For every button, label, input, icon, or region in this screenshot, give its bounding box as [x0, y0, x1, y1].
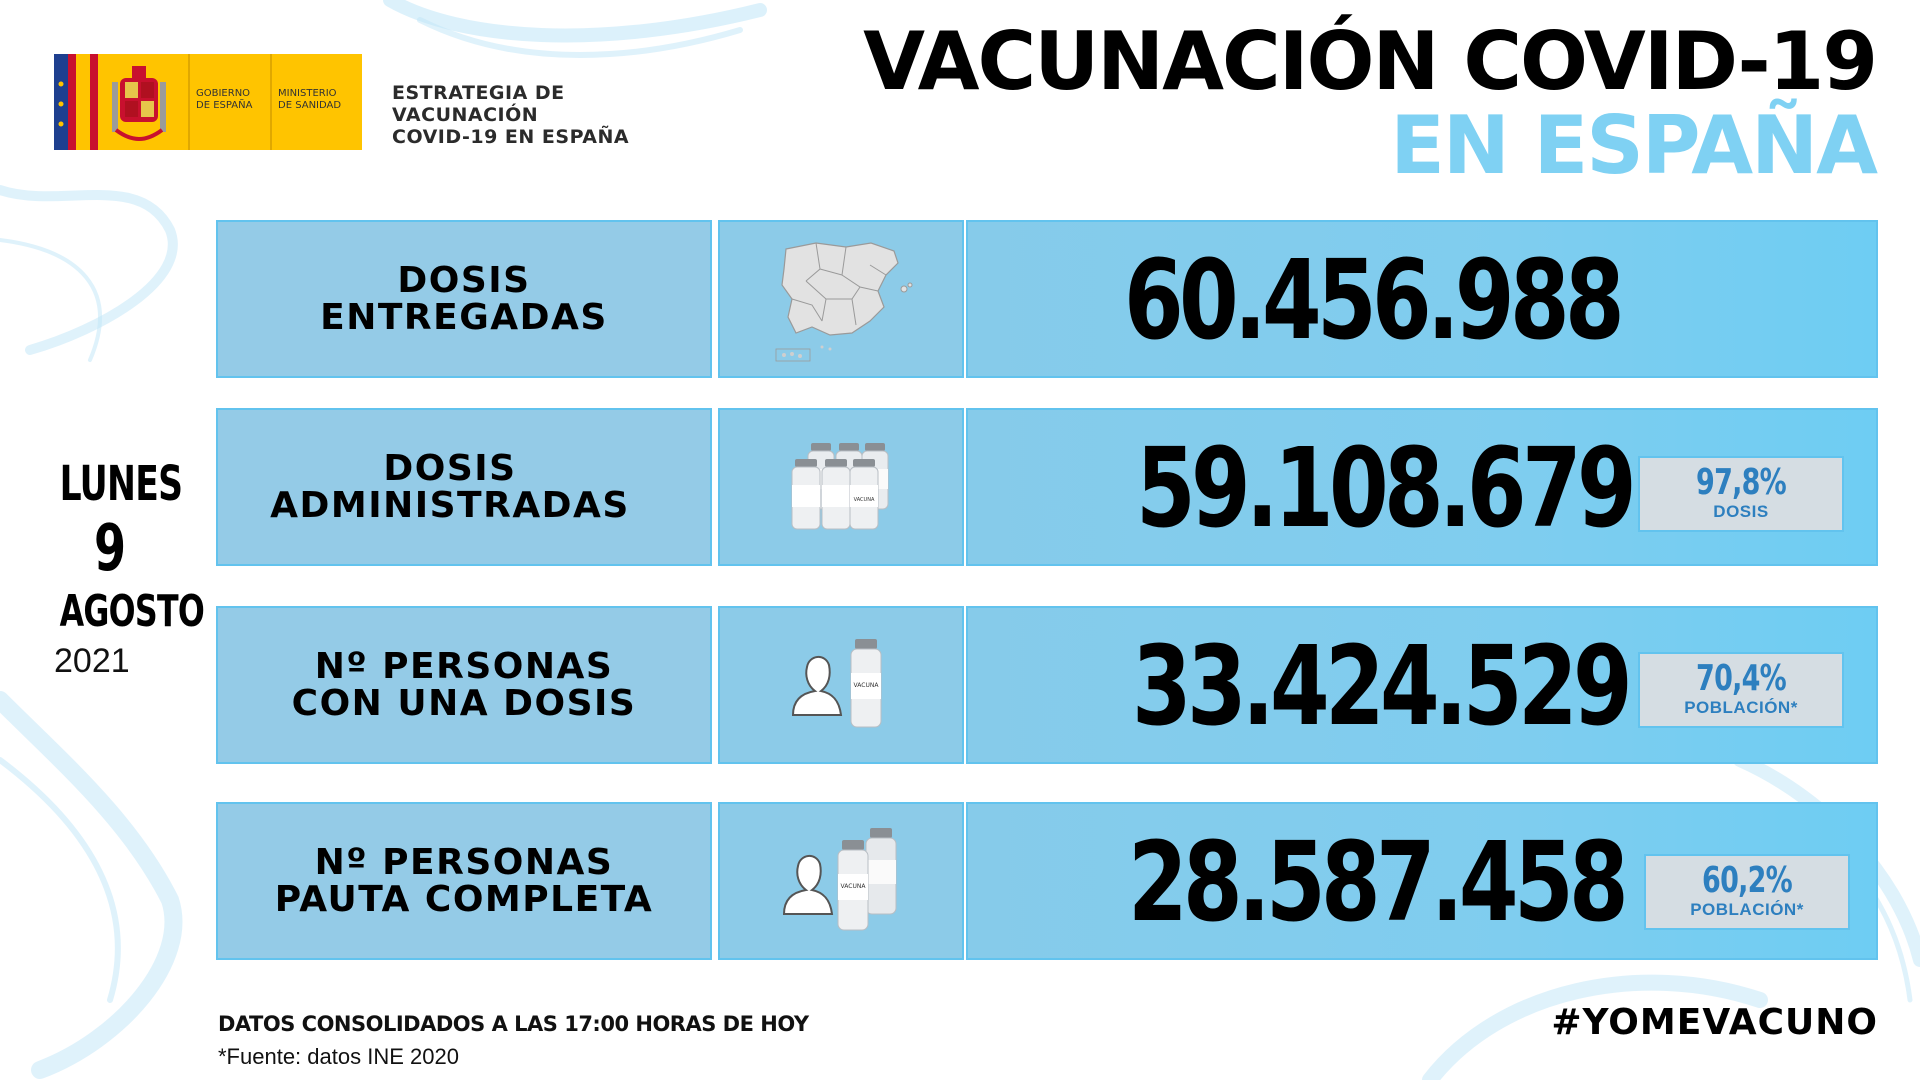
stat-icon-cell [718, 802, 964, 960]
logo-gobierno-line2: DE ESPAÑA [196, 100, 253, 111]
percentage-caption: POBLACIÓN* [1684, 698, 1798, 717]
vial-label: VACUNA [840, 883, 866, 890]
percentage-badge [1644, 854, 1850, 930]
stat-row-dosis-administradas [216, 408, 1878, 570]
report-date [40, 455, 205, 683]
stat-value: 28.587.458 [1128, 818, 1624, 946]
strategy-line: COVID-19 EN ESPAÑA [392, 126, 630, 148]
stat-label-line: Nº PERSONAS [314, 842, 614, 883]
stat-value-cell [966, 408, 1878, 566]
stat-row-personas-una-dosis [216, 606, 1878, 768]
gobierno-de-espana-logo [54, 54, 362, 150]
page-subtitle: EN ESPAÑA [1390, 99, 1876, 192]
person-single-vial-icon [781, 635, 901, 735]
logo-gobierno-line1: GOBIERNO [196, 88, 251, 99]
strategy-line: VACUNACIÓN [392, 104, 539, 126]
stat-label-cell [216, 220, 712, 378]
footer-consolidated-note: DATOS CONSOLIDADOS A LAS 17:00 HORAS DE HOY [218, 1012, 809, 1036]
stat-label-line: ADMINISTRADAS [270, 485, 630, 526]
logo-ministerio-line2: DE SANIDAD [278, 100, 342, 111]
stat-label-cell [216, 802, 712, 960]
logo-ministerio-line1: MINISTERIO [278, 88, 337, 99]
stat-value: 59.108.679 [1136, 424, 1632, 552]
stat-value-cell [966, 606, 1878, 764]
stat-label-line: Nº PERSONAS [314, 646, 614, 687]
stat-label-line: DOSIS [397, 260, 531, 301]
date-day: 9 [93, 512, 127, 586]
date-month: AGOSTO [59, 586, 205, 637]
stat-value-cell [966, 220, 1878, 378]
strategy-line: ESTRATEGIA DE [392, 82, 565, 104]
date-weekday: LUNES [59, 456, 183, 512]
strategy-title [392, 82, 629, 148]
stat-label-line: DOSIS [383, 448, 517, 489]
person-two-vials-icon [776, 826, 906, 936]
stat-label [292, 648, 637, 722]
stat-label-cell [216, 606, 712, 764]
stat-icon-cell [718, 408, 964, 566]
stat-row-personas-pauta-completa [216, 802, 1878, 964]
vaccine-vials-icon [781, 437, 901, 537]
date-year: 2021 [54, 642, 130, 680]
footer-source: *Fuente: datos INE 2020 [218, 1044, 459, 1069]
stat-label-line: ENTREGADAS [320, 297, 608, 338]
percentage-value: 97,8% [1696, 462, 1786, 503]
stat-value: 60.456.988 [1124, 236, 1620, 364]
stat-label-line: CON UNA DOSIS [291, 683, 637, 724]
hashtag: #YOMEVACUNO [1551, 1002, 1878, 1043]
stat-icon-cell [718, 606, 964, 764]
stat-icon-cell [718, 220, 964, 378]
stat-label [320, 262, 608, 336]
stat-label [270, 450, 630, 524]
percentage-badge [1638, 456, 1844, 532]
stat-value: 33.424.529 [1132, 622, 1628, 750]
page-title: VACUNACIÓN COVID-19 [863, 15, 1876, 108]
percentage-value: 60,2% [1702, 860, 1792, 901]
stat-label-line: PAUTA COMPLETA [274, 879, 654, 920]
percentage-badge [1638, 652, 1844, 728]
vial-label: VACUNA [853, 497, 875, 503]
percentage-caption: DOSIS [1713, 502, 1769, 521]
percentage-caption: POBLACIÓN* [1690, 900, 1804, 919]
percentage-value: 70,4% [1696, 658, 1786, 699]
stat-label [275, 844, 654, 918]
stat-label-cell [216, 408, 712, 566]
spain-map-icon [766, 229, 916, 369]
vial-label: VACUNA [853, 682, 879, 689]
stat-value-cell [966, 802, 1878, 960]
stat-row-dosis-entregadas [216, 220, 1878, 382]
